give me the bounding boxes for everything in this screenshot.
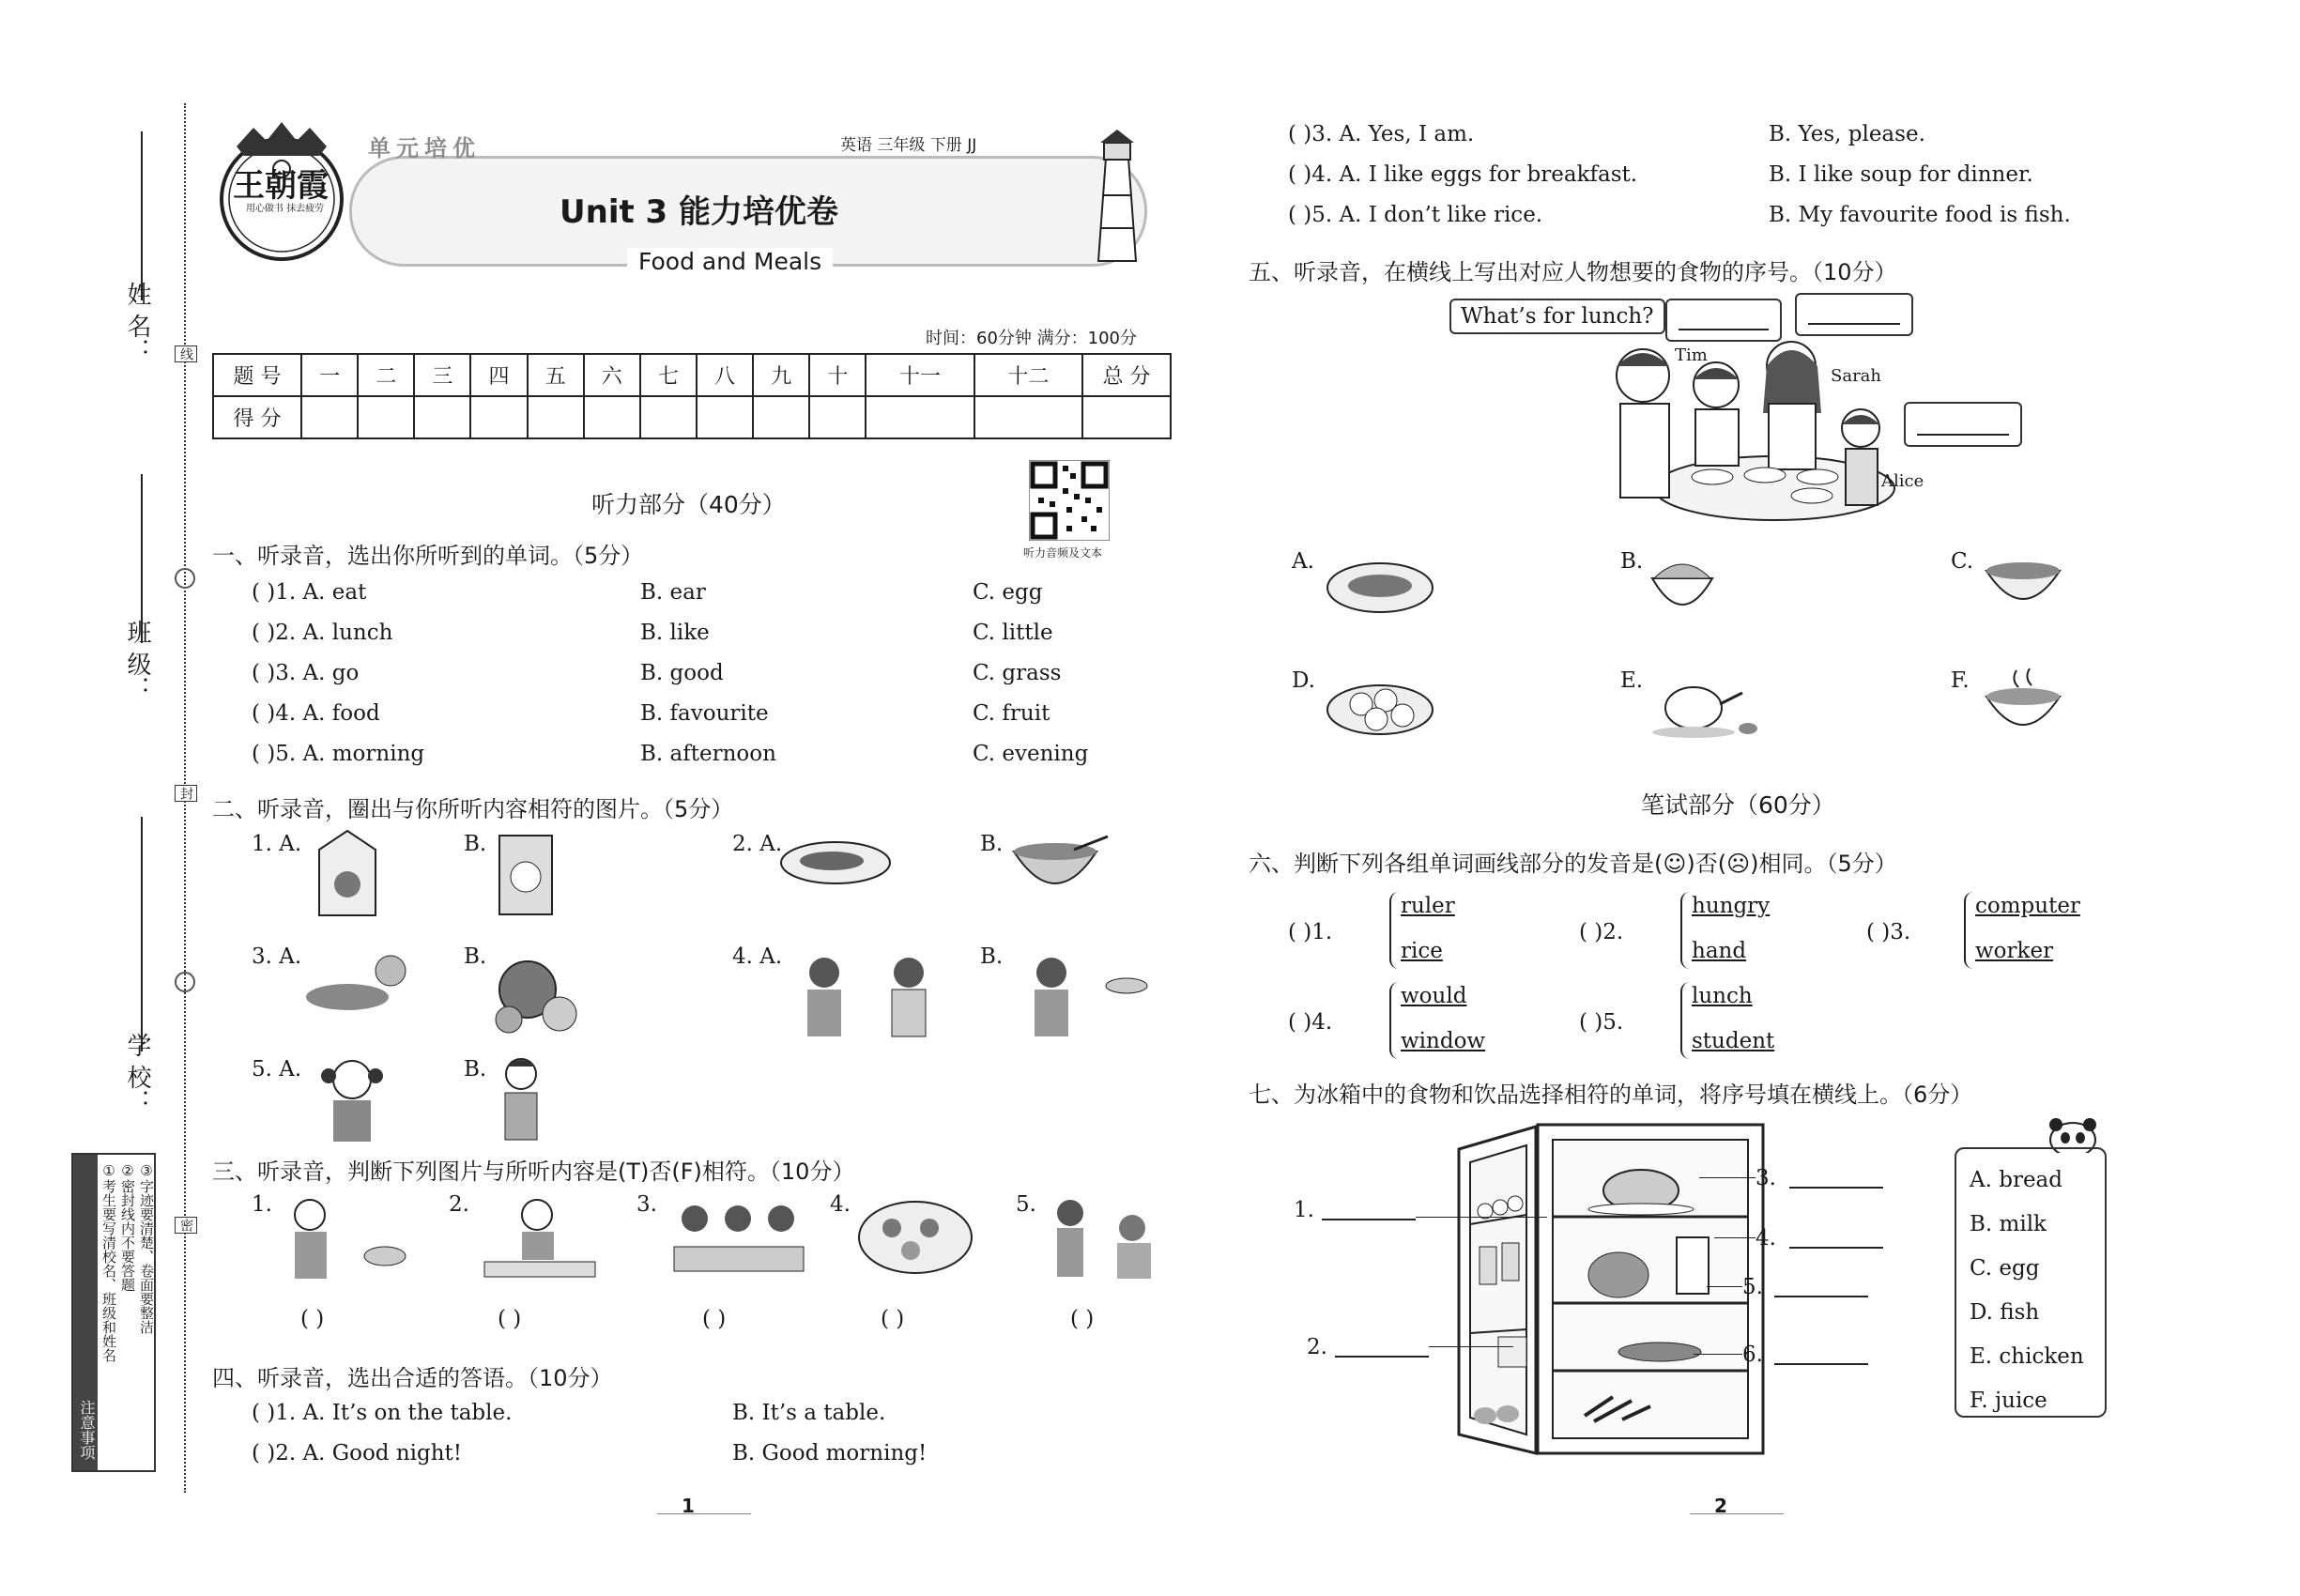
speech-bubble: What’s for lunch? [1449,299,1665,334]
score-cell[interactable] [753,396,809,438]
s6-q4-w2: window [1401,1029,1486,1053]
s1-q4-b: B. favourite [640,701,769,726]
s1-q5-c: C. evening [973,742,1089,766]
seal-mark-2: 封 [175,785,197,802]
s7-blank-4[interactable] [1789,1247,1883,1249]
word-option: D. fish [1970,1300,2040,1325]
s1-q5[interactable]: ( )5. A. morning [252,742,425,766]
binding-hole-icon [175,972,195,992]
s3-answer-5[interactable]: ( ) [1070,1307,1095,1331]
score-cell[interactable] [866,396,974,438]
s1-q1[interactable]: ( )1. A. eat [252,580,367,605]
fish-plate-icon[interactable] [779,831,892,887]
s4-q4-b: B. I like soup for dinner. [1769,162,2033,187]
pointer-line [1707,1286,1742,1287]
s1-q3[interactable]: ( )3. A. go [252,661,360,685]
s1-q2-b: B. like [640,621,710,645]
brace [1389,982,1399,1059]
time-score: 时间：60分钟 满分：100分 [926,329,1137,348]
seal-mark-1: 线 [175,345,197,362]
page-number-2: 2 [1714,1495,1727,1517]
score-header: 四 [470,354,527,396]
school-blank[interactable] [141,817,143,1051]
qr-caption: 听力音频及文本 [1023,546,1103,560]
juice-box-icon[interactable] [488,826,563,920]
score-cell[interactable] [584,396,640,438]
brand-name: 王朝霞 [233,167,329,205]
written-title: 笔试部分（60分） [1641,791,1835,819]
s7-slot: 3. [1756,1166,1776,1190]
s4-q3[interactable]: ( )3. A. Yes, I am. [1288,122,1475,146]
s7-blank-6[interactable] [1774,1363,1868,1365]
score-header: 题 号 [213,354,301,396]
pointer-line [1694,1354,1742,1355]
rice-bowl-icon [1645,550,1720,625]
name-sarah: Sarah [1831,366,1881,386]
s2-label: 1. A. [252,832,302,856]
score-cell[interactable] [470,396,527,438]
soup-bowl-icon[interactable] [1008,831,1112,906]
boy-icon[interactable] [488,1051,554,1145]
score-cell[interactable] [301,396,358,438]
lighthouse-icon [1080,130,1155,270]
notice-1: ①考生要写清校名、班级和姓名 [100,1162,117,1362]
s7-slot: 4. [1756,1226,1776,1251]
s6-q5[interactable]: ( )5. [1579,1010,1624,1035]
s5-title: 五、听录音，在横线上写出对应人物想要的食物的序号。（10分） [1249,259,1897,285]
score-header: 五 [528,354,584,396]
s2-label: 4. A. [732,944,783,969]
s7-blank-5[interactable] [1774,1296,1868,1297]
girl-icon[interactable] [310,1051,394,1145]
s4-q2[interactable]: ( )2. A. Good night! [252,1441,463,1466]
s4-q1-b: B. It’s a table. [732,1401,886,1425]
s7-blank-3[interactable] [1789,1187,1883,1189]
s2-label: B. [464,1057,487,1082]
s7-slot: 6. [1742,1343,1763,1367]
s4-q2-b: B. Good morning! [732,1441,928,1466]
boy-at-table-icon [479,1190,601,1284]
buns-plate-icon [1324,672,1436,740]
s4-q5[interactable]: ( )5. A. I don’t like rice. [1288,203,1543,227]
teapot-icon [1645,667,1757,742]
score-cell[interactable] [640,396,697,438]
page-number-1: 1 [682,1495,695,1517]
score-header: 八 [697,354,753,396]
s5-opt: B. [1620,549,1644,574]
s6-q2-w2: hand [1692,939,1747,963]
brace [1680,892,1690,969]
boy-with-bowl-icon [272,1190,413,1284]
s4-q4[interactable]: ( )4. A. I like eggs for breakfast. [1288,162,1638,187]
word-option: E. chicken [1970,1344,2084,1369]
s2-label: 3. A. [252,944,302,969]
word-option: A. bread [1970,1168,2062,1192]
score-cell[interactable] [809,396,866,438]
milk-carton-icon[interactable] [310,826,385,920]
s2-label: 5. A. [252,1057,302,1082]
s6-q2-w1: hungry [1692,894,1771,918]
s1-q2[interactable]: ( )2. A. lunch [252,621,393,645]
notice-box [71,1153,156,1472]
pointer-line [1714,1237,1756,1238]
brace [1389,892,1399,969]
people-outdoor-icon [1042,1190,1173,1284]
s5-opt: C. [1951,549,1974,574]
score-cell[interactable] [1082,396,1171,438]
s6-title: 六、判断下列各组单词画线部分的发音是(☺)否(☹)相同。（5分） [1249,851,1897,877]
soup-bowl-steam-icon [1983,665,2063,740]
name-label: 姓 名： [123,282,151,363]
s7-blank-2[interactable] [1335,1356,1429,1358]
s3-num: 3. [636,1192,657,1217]
word-option: C. egg [1970,1256,2040,1281]
s3-num: 2. [449,1192,469,1217]
s4-q1[interactable]: ( )1. A. It’s on the table. [252,1401,513,1425]
s2-label: 2. A. [732,832,783,856]
answer-bubble-sarah[interactable] [1795,293,1913,336]
s7-title: 七、为冰箱中的食物和饮品选择相符的单词，将序号填在横线上。（6分） [1249,1082,1973,1108]
s3-num: 1. [252,1192,272,1217]
dumplings-plate-icon [1324,554,1436,620]
s6-q1-w1: ruler [1401,894,1455,918]
s6-q5-w2: student [1692,1029,1775,1053]
s6-q4[interactable]: ( )4. [1288,1010,1333,1035]
badge: 单元培优 [368,135,481,161]
pointer-line [1699,1177,1756,1178]
school-label: 学 校： [123,1033,151,1114]
s2-label: B. [980,832,1004,856]
score-header: 六 [584,354,640,396]
s6-q3[interactable]: ( )3. [1866,920,1911,944]
s2-label: B. [980,944,1004,969]
s1-q3-b: B. good [640,661,724,685]
s1-q2-c: C. little [973,621,1053,645]
s6-q4-w1: would [1401,984,1467,1008]
fridge-icon [1453,1115,1772,1463]
listening-title: 听力部分（40分） [591,491,786,518]
s1-q1-b: B. ear [640,580,706,605]
score-cell[interactable] [974,396,1082,438]
s5-opt: F. [1951,668,1970,693]
s2-label: B. [464,832,487,856]
score-header: 七 [640,354,697,396]
vegetables-icon[interactable] [300,948,413,1023]
s3-answer-4[interactable]: ( ) [881,1307,905,1331]
pointer-line [1429,1346,1513,1347]
seal-mark-3: 密 [175,1217,197,1234]
score-cell[interactable] [414,396,470,438]
s6-q5-w1: lunch [1692,984,1753,1008]
food-table-icon [854,1190,976,1284]
brace [1964,892,1973,969]
boy-eating-icon[interactable] [1014,948,1155,1042]
family-dinner-icon [668,1190,809,1284]
s6-q3-w2: worker [1975,939,2054,963]
qr-code-icon [1029,460,1110,541]
s7-blank-1[interactable] [1322,1219,1416,1220]
s4-q5-b: B. My favourite food is fish. [1769,203,2071,227]
s3-num: 5. [1016,1192,1036,1217]
score-cell[interactable] [528,396,584,438]
binding-hole-icon [175,568,195,589]
subtitle: Food and Meals [627,248,833,275]
s2-title: 二、听录音，圈出与你所听内容相符的图片。（5分） [212,796,734,822]
brand-sub: 用心做书 抹去疲劳 [246,204,325,214]
answer-bubble-alice[interactable] [1904,402,2022,447]
score-cell[interactable] [697,396,753,438]
score-row-label: 得 分 [213,396,301,438]
s3-title: 三、听录音，判断下列图片与所听内容是(T)否(F)相符。（10分） [212,1159,855,1185]
notice-title: 注意事项 [73,1155,98,1470]
score-header: 十一 [866,354,974,396]
score-header: 九 [753,354,809,396]
notice-3: ③字迹要清楚、卷面要整洁 [138,1162,155,1334]
s6-q2[interactable]: ( )2. [1579,920,1624,944]
s1-title: 一、听录音，选出你所听到的单词。（5分） [212,543,644,569]
s5-opt: A. [1292,549,1314,574]
s6-q1[interactable]: ( )1. [1288,920,1333,944]
footer-rule [657,1513,751,1514]
score-header: 二 [358,354,414,396]
score-header: 三 [414,354,470,396]
name-tim: Tim [1675,345,1708,365]
s2-label: B. [464,944,487,969]
s7-slot: 1. [1294,1198,1314,1222]
s6-q1-w2: rice [1401,939,1443,963]
s4-title: 四、听录音，选出合适的答语。（10分） [212,1365,613,1391]
name-alice: Alice [1881,471,1924,491]
noodle-bowl-icon [1983,552,2063,618]
s1-q5-b: B. afternoon [640,742,776,766]
s1-q4-c: C. fruit [973,701,1050,726]
word-option: F. juice [1970,1389,2047,1413]
s7-slot: 5. [1742,1275,1763,1299]
score-table [212,353,1172,439]
brace [1680,982,1690,1059]
fruit-icon[interactable] [488,948,591,1037]
s3-num: 4. [830,1192,851,1217]
page-title: Unit 3 能力培优卷 [560,193,839,231]
score-header: 十 [809,354,866,396]
class-blank[interactable] [141,474,143,643]
s1-q4[interactable]: ( )4. A. food [252,701,380,726]
s3-answer-1[interactable]: ( ) [300,1307,325,1331]
people-talking-icon[interactable] [787,948,946,1042]
s3-answer-3[interactable]: ( ) [702,1307,727,1331]
score-header: 一 [301,354,358,396]
s7-slot: 2. [1307,1335,1327,1359]
meta: 英语 三年级 下册 JJ [840,136,977,155]
word-option: B. milk [1970,1212,2047,1236]
s4-q3-b: B. Yes, please. [1769,122,1925,146]
score-header: 总 分 [1082,354,1171,396]
s5-opt: D. [1292,668,1315,693]
notice-2: ②密封线内不要答题 [119,1162,136,1292]
s1-q1-c: C. egg [973,580,1043,605]
pointer-line [1416,1217,1547,1218]
score-cell[interactable] [358,396,414,438]
name-blank[interactable] [141,131,143,300]
score-header: 十二 [974,354,1082,396]
s1-q3-c: C. grass [973,661,1062,685]
answer-bubble-tim[interactable] [1665,299,1782,342]
s3-answer-2[interactable]: ( ) [498,1307,522,1331]
s5-opt: E. [1620,668,1644,693]
class-label: 班 级： [123,620,151,701]
s6-q3-w1: computer [1975,894,2080,918]
footer-rule [1690,1513,1784,1514]
